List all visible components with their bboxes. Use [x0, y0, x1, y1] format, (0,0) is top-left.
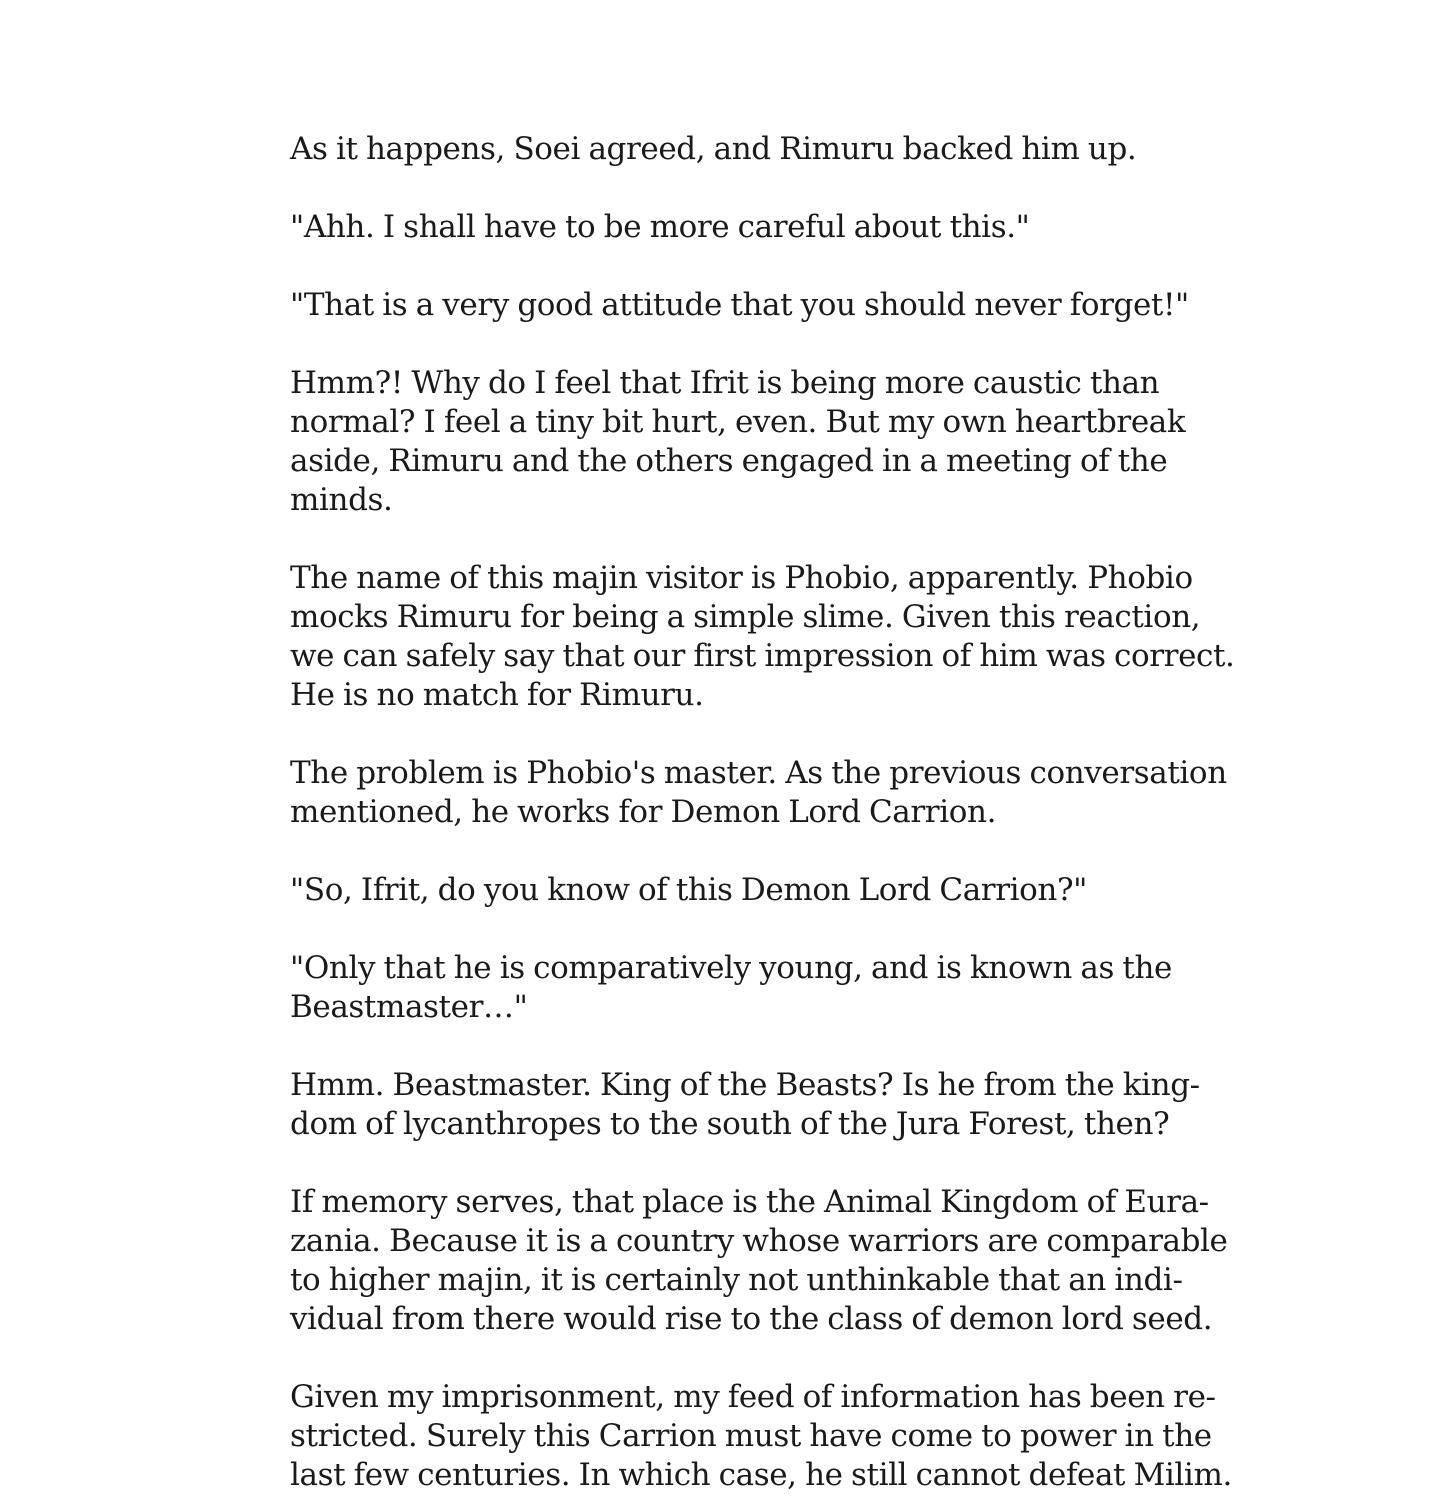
text-line: Beastmaster…"	[290, 989, 528, 1025]
paragraph-gap	[290, 1339, 1170, 1378]
text-line: minds.	[290, 482, 393, 518]
paragraph-gap	[290, 325, 1170, 364]
text-line: last few centuries. In which case, he still cannot defeat Milim.	[290, 1457, 1232, 1493]
paragraph-gap	[290, 910, 1170, 949]
text-line: "Ahh. I shall have to be more careful about this."	[290, 209, 1030, 245]
paragraph	[290, 754, 1227, 832]
paragraph-gap	[290, 247, 1170, 286]
text-line: we can safely say that our first impression of him was correct.	[290, 638, 1235, 674]
text-line: mentioned, he works for Demon Lord Carrion.	[290, 794, 997, 830]
text-line: "That is a very good attitude that you should never forget!"	[290, 287, 1189, 323]
text-line: "Only that he is comparatively young, and is known as the	[290, 950, 1173, 986]
text-column	[290, 130, 1235, 1495]
text-line: Given my imprisonment, my feed of information has been re-	[290, 1379, 1216, 1415]
paragraph	[290, 871, 1170, 910]
text-line: dom of lycanthropes to the south of the Jura Forest, then?	[290, 1106, 1170, 1142]
text-line: normal? I feel a tiny bit hurt, even. But my own heartbreak	[290, 404, 1186, 440]
paragraph-gap	[290, 169, 1170, 208]
text-line: "So, Ifrit, do you know of this Demon Lord Carrion?"	[290, 872, 1088, 908]
paragraph	[290, 364, 1186, 520]
text-line: mocks Rimuru for being a simple slime. Given this reaction,	[290, 599, 1201, 635]
text-line: aside, Rimuru and the others engaged in a meeting of the	[290, 443, 1168, 479]
paragraph-gap	[290, 520, 1170, 559]
paragraph-gap	[290, 832, 1170, 871]
text-line: The name of this majin visitor is Phobio, apparently. Phobio	[290, 560, 1193, 596]
paragraph	[290, 130, 1170, 169]
text-line: The problem is Phobio's master. As the previous conversation	[290, 755, 1227, 791]
text-line: If memory serves, that place is the Animal Kingdom of Eura-	[290, 1184, 1209, 1220]
paragraph-gap	[290, 1144, 1170, 1183]
paragraph	[290, 286, 1189, 325]
text-line: He is no match for Rimuru.	[290, 677, 704, 713]
paragraph	[290, 1066, 1200, 1144]
paragraph	[290, 208, 1170, 247]
paragraph-gap	[290, 715, 1170, 754]
text-line: As it happens, Soei agreed, and Rimuru backed him up.	[290, 131, 1137, 167]
paragraph	[290, 1378, 1232, 1495]
text-line: Hmm?! Why do I feel that Ifrit is being more caustic than	[290, 365, 1160, 401]
paragraph	[290, 559, 1235, 715]
text-line: to higher majin, it is certainly not unthinkable that an indi-	[290, 1262, 1183, 1298]
paragraph	[290, 949, 1173, 1027]
text-line: zania. Because it is a country whose warriors are comparable	[290, 1223, 1228, 1259]
text-line: vidual from there would rise to the class of demon lord seed.	[290, 1301, 1213, 1337]
paragraph-gap	[290, 1027, 1170, 1066]
text-line: stricted. Surely this Carrion must have come to power in the	[290, 1418, 1212, 1454]
text-line: Hmm. Beastmaster. King of the Beasts? Is he from the king-	[290, 1067, 1200, 1103]
paragraph	[290, 1183, 1228, 1339]
